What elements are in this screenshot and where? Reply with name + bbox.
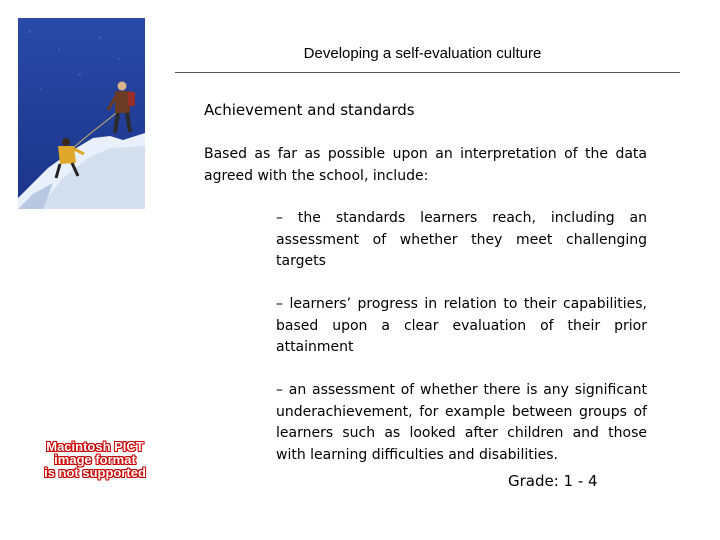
grade-label: Grade: 1 - 4	[508, 472, 598, 490]
bullet-underachievement: – an assessment of whether there is any significant underachievement, for example between groups of learners such as looked after children and those with learning difficulties and disabilities.	[276, 382, 647, 463]
bullet-standards: – the standards learners reach, including an assessment of whether they meet challenging targets	[276, 210, 647, 269]
placeholder-line-3: is not supported	[44, 465, 146, 480]
bullet-progress: – learners’ progress in relation to their capabilities, based upon a clear evaluation of their prior attainment	[276, 296, 647, 355]
section-heading: Achievement and standards	[204, 101, 415, 119]
placeholder-line-1: Macintosh PICT	[46, 439, 144, 454]
title-divider	[175, 72, 680, 73]
climbers-image	[18, 18, 145, 209]
intro-paragraph: Based as far as possible upon an interpretation of the data agreed with the school, include:	[204, 146, 647, 184]
slide-title: Developing a self-evaluation culture	[303, 45, 542, 62]
unsupported-image-placeholder	[24, 440, 166, 479]
placeholder-line-2: image format	[54, 452, 136, 467]
mountaineers-photo	[18, 18, 145, 209]
